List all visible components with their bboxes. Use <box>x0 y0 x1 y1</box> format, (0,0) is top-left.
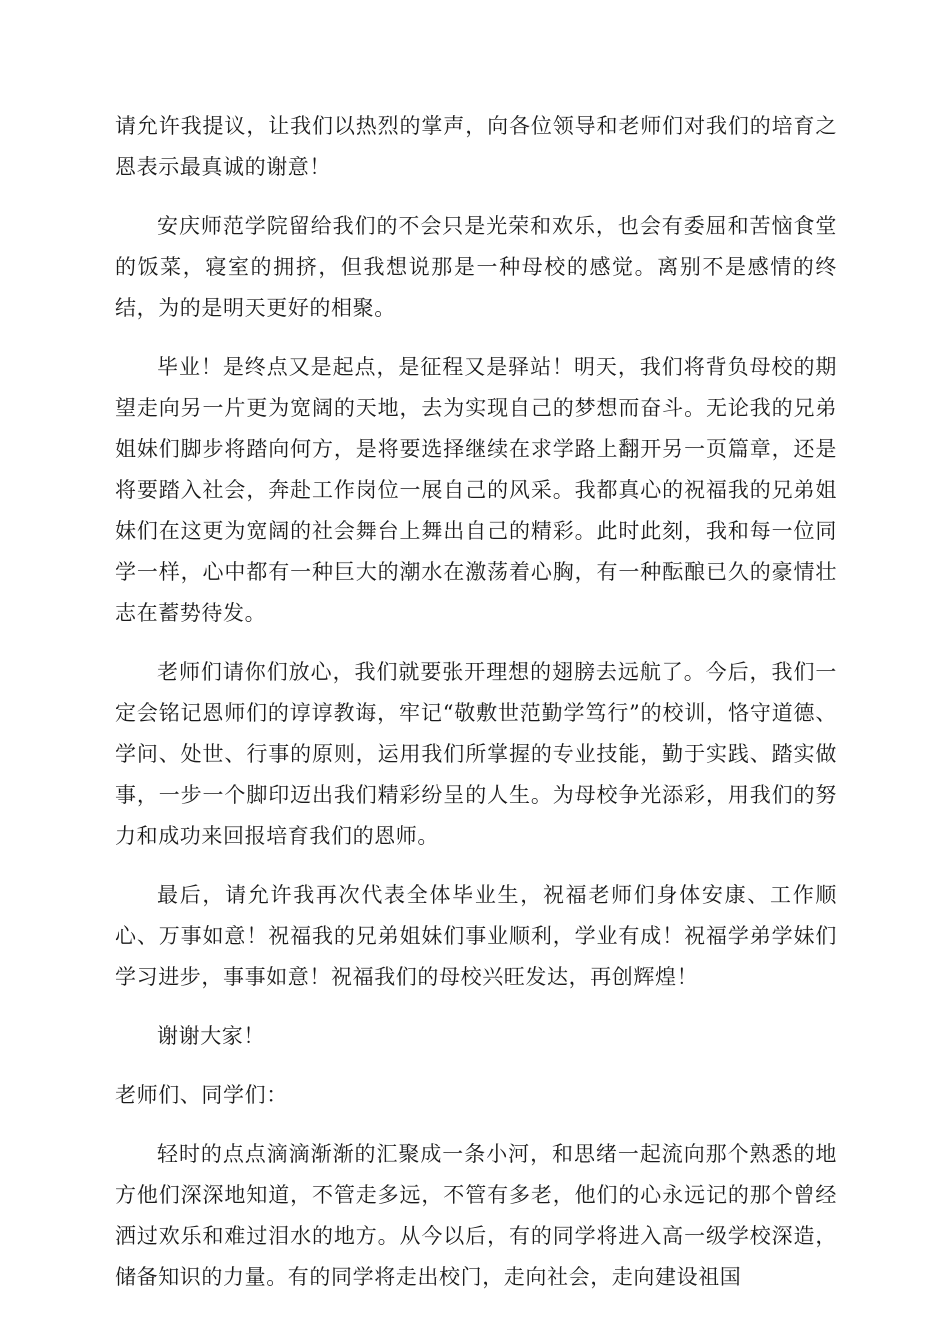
paragraph-graduation: 毕业！是终点又是起点，是征程又是驿站！明天，我们将背负母校的期望走向另一片更为宽阔的天地，去为实现自己的梦想而奋斗。无论我的兄弟姐妹们脚步将踏向何方，是将要选择继续在求学路上翻开另一页篇章，还是将要踏入社会，奔赴工作岗位一展自己的风采。我都真心的祝福我的兄弟姐妹们在这更为宽阔的社会舞台上舞出自己的精彩。此时此刻，我和每一位同学一样，心中都有一种巨大的潮水在激荡着心胸，有一种酝酿已久的豪情壮志在蓄势待发。 <box>115 355 837 625</box>
paragraph-salutation: 老师们、同学们： <box>115 1083 288 1107</box>
paragraph-toast: 请允许我提议，让我们以热烈的掌声，向各位领导和老师们对我们的培育之恩表示最真诚的谢意！ <box>115 114 837 179</box>
paragraph-thanks: 谢谢大家！ <box>157 1024 265 1048</box>
paragraph-alma-mater: 安庆师范学院留给我们的不会只是光荣和欢乐，也会有委屈和苦恼食堂的饭菜，寝室的拥挤，但我想说那是一种母校的感觉。离别不是感情的终结，为的是明天更好的相聚。 <box>115 214 837 320</box>
paragraph-blessings: 最后，请允许我再次代表全体毕业生，祝福老师们身体安康、工作顺心、万事如意！祝福我的兄弟姐妹们事业顺利，学业有成！祝福学弟学妹们学习进步，事事如意！祝福我们的母校兴旺发达，再创辉煌！ <box>115 883 837 989</box>
paragraph-memories: 轻时的点点滴滴渐渐的汇聚成一条小河，和思绪一起流向那个熟悉的地方他们深深地知道，不管走多远，不管有多老，他们的心永远记的那个曾经洒过欢乐和难过泪水的地方。从今以后，有的同学将进入高一级学校深造，储备知识的力量。有的同学将走出校门，走向社会，走向建设祖国 <box>115 1142 837 1289</box>
paragraph-teachers: 老师们请你们放心，我们就要张开理想的翅膀去远航了。今后，我们一定会铭记恩师们的谆谆教诲，牢记“敬敷世范勤学笃行”的校训，恪守道德、学问、处世、行事的原则，运用我们所掌握的专业技能，勤于实践、踏实做事，一步一个脚印迈出我们精彩纷呈的人生。为母校争光添彩，用我们的努力和成功来回报培育我们的恩师。 <box>115 660 837 848</box>
document-page <box>115 106 837 1316</box>
